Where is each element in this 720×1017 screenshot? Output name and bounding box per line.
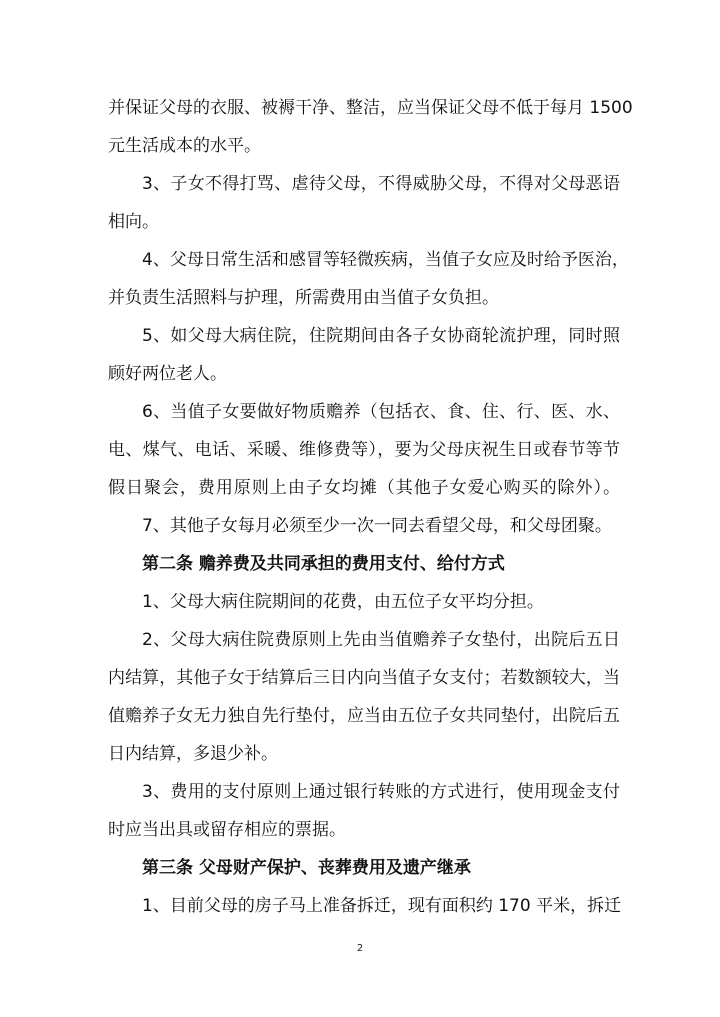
paragraph-line: 相向。 [108, 212, 159, 232]
paragraph-line: 4、父母日常生活和感冒等轻微疾病，当值子女应及时给予医治， [142, 250, 629, 270]
paragraph-line: 6、当值子女要做好物质赡养（包括衣、食、住、行、医、水、 [142, 402, 620, 422]
paragraph-line: 并保证父母的衣服、被褥干净、整洁，应当保证父母不低于每月 1500 [108, 98, 633, 118]
paragraph-line: 3、子女不得打骂、虐待父母，不得威胁父母，不得对父母恶语 [142, 174, 620, 194]
paragraph-line: 时应当出具或留存相应的票据。 [108, 820, 346, 840]
paragraph-line: 电、煤气、电话、采暖、维修费等），要为父母庆祝生日或春节等节 [108, 440, 620, 460]
paragraph-line: 内结算，其他子女于结算后三日内向当值子女支付；若数额较大，当 [108, 668, 620, 688]
paragraph-line: 假日聚会，费用原则上由子女均摊（其他子女爱心购买的除外）。 [108, 478, 620, 498]
paragraph-line: 5、如父母大病住院，住院期间由各子女协商轮流护理，同时照 [142, 326, 620, 346]
paragraph-line: 1、父母大病住院期间的花费，由五位子女平均分担。 [142, 592, 544, 612]
paragraph-line: 日内结算，多退少补。 [108, 744, 278, 764]
paragraph-line: 1、目前父母的房子马上准备拆迁，现有面积约 170 平米，拆迁 [142, 896, 622, 916]
paragraph-line: 顾好两位老人。 [108, 364, 227, 384]
section-heading: 第二条 赡养费及共同承担的费用支付、给付方式 [142, 554, 505, 574]
paragraph-line: 2、父母大病住院费原则上先由当值赡养子女垫付，出院后五日 [142, 630, 620, 650]
paragraph-line: 值赡养子女无力独自先行垫付，应当由五位子女共同垫付，出院后五 [108, 706, 620, 726]
paragraph-line: 并负责生活照料与护理，所需费用由当值子女负担。 [108, 288, 499, 308]
paragraph-line: 3、费用的支付原则上通过银行转账的方式进行，使用现金支付 [142, 782, 620, 802]
paragraph-line: 元生活成本的水平。 [108, 136, 261, 156]
section-heading: 第三条 父母财产保护、丧葬费用及遗产继承 [142, 858, 471, 878]
paragraph-line: 7、其他子女每月必须至少一次一同去看望父母，和父母团聚。 [142, 516, 612, 536]
page-number: 2 [356, 943, 364, 954]
